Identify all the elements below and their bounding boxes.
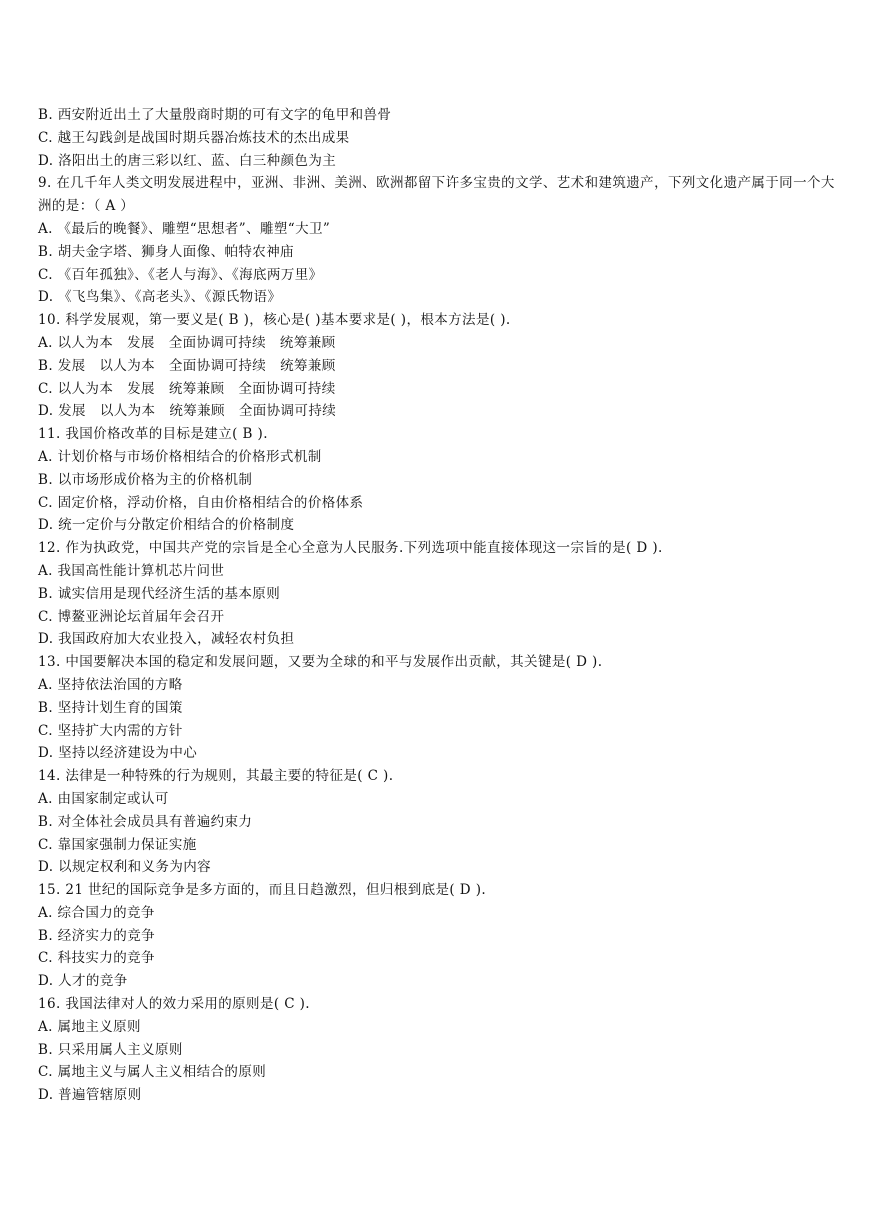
question-stem: 13. 中国要解决本国的稳定和发展问题，又要为全球的和平与发展作出贡献，其关键是( D ). (38, 654, 603, 671)
answer-option: D. 我国政府加大农业投入，减轻农村负担 (38, 631, 295, 648)
answer-option: C. 科技实力的竞争 (38, 950, 155, 967)
answer-option: B. 发展 以人为本 全面协调可持续 统筹兼顾 (38, 357, 336, 374)
question-stem: 14. 法律是一种特殊的行为规则，其最主要的特征是( C ). (38, 768, 394, 785)
answer-option: C. 固定价格，浮动价格，自由价格相结合的价格体系 (38, 494, 364, 511)
question-stem: 10. 科学发展观，第一要义是( B )，核心是( )基本要求是( )，根本方法是( ). (38, 312, 511, 329)
question-stem: 9. 在几千年人类文明发展进程中，亚洲、非洲、美洲、欧洲都留下许多宝贵的文学、艺术和建筑遗产，下列文化遗产属于同一个大洲的是：（ A ） (38, 175, 835, 215)
question-stem: 11. 我国价格改革的目标是建立( B ). (38, 426, 268, 443)
answer-option: A. 我国高性能计算机芯片问世 (38, 562, 225, 579)
question-stem: 12. 作为执政党，中国共产党的宗旨是全心全意为人民服务.下列选项中能直接体现这一宗旨的是( D ). (38, 540, 663, 557)
answer-option: C. 坚持扩大内需的方针 (38, 722, 183, 739)
answer-option: A. 属地主义原则 (38, 1018, 141, 1035)
answer-option: B. 以市场形成价格为主的价格机制 (38, 471, 253, 488)
answer-option: D. 普遍管辖原则 (38, 1087, 142, 1104)
answer-option: A. 计划价格与市场价格相结合的价格形式机制 (38, 448, 322, 465)
answer-option: B. 西安附近出土了大量殷商时期的可有文字的龟甲和兽骨 (38, 107, 392, 123)
answer-option: C. 《百年孤独》、《老人与海》、《海底两万里》 (38, 266, 323, 283)
answer-option: C. 以人为本 发展 统筹兼顾 全面协调可持续 (38, 380, 336, 397)
answer-option: B. 只采用属人主义原则 (38, 1041, 183, 1058)
answer-option: D. 洛阳出土的唐三彩以红、蓝、白三种颜色为主 (38, 152, 337, 169)
document-body (38, 104, 858, 1107)
answer-option: D. 人才的竞争 (38, 973, 128, 990)
answer-option: B. 经济实力的竞争 (38, 927, 156, 944)
answer-option: A. 以人为本 发展 全面协调可持续 统筹兼顾 (38, 334, 336, 351)
answer-option: C. 属地主义与属人主义相结合的原则 (38, 1064, 267, 1081)
answer-option: D. 以规定权利和义务为内容 (38, 859, 212, 876)
answer-option: D. 发展 以人为本 统筹兼顾 全面协调可持续 (38, 403, 337, 420)
answer-option: D. 统一定价与分散定价相结合的价格制度 (38, 517, 295, 534)
answer-option: D. 《飞鸟集》、《高老头》、《源氏物语》 (38, 289, 282, 306)
answer-option: B. 坚持计划生育的国策 (38, 699, 183, 716)
answer-option: B. 对全体社会成员具有普遍约束力 (38, 813, 253, 830)
question-stem: 15. 21 世纪的国际竞争是多方面的，而且日趋激烈，但归根到底是( D ). (38, 882, 487, 899)
answer-option: C. 越王勾践剑是战国时期兵器冶炼技术的杰出成果 (38, 129, 350, 146)
answer-option: B. 胡夫金字塔、狮身人面像、帕特农神庙 (38, 243, 295, 260)
answer-option: A. 由国家制定或认可 (38, 790, 169, 807)
answer-option: C. 博鳌亚洲论坛首届年会召开 (38, 608, 225, 625)
answer-option: A. 综合国力的竞争 (38, 904, 155, 921)
answer-option: D. 坚持以经济建设为中心 (38, 745, 198, 762)
answer-option: A. 《最后的晚餐》、雕塑“思想者”、雕塑“大卫” (38, 220, 331, 237)
answer-option: C. 靠国家强制力保证实施 (38, 836, 197, 853)
answer-option: B. 诚实信用是现代经济生活的基本原则 (38, 585, 281, 602)
question-stem: 16. 我国法律对人的效力采用的原则是( C ). (38, 996, 310, 1013)
answer-option: A. 坚持依法治国的方略 (38, 676, 183, 693)
